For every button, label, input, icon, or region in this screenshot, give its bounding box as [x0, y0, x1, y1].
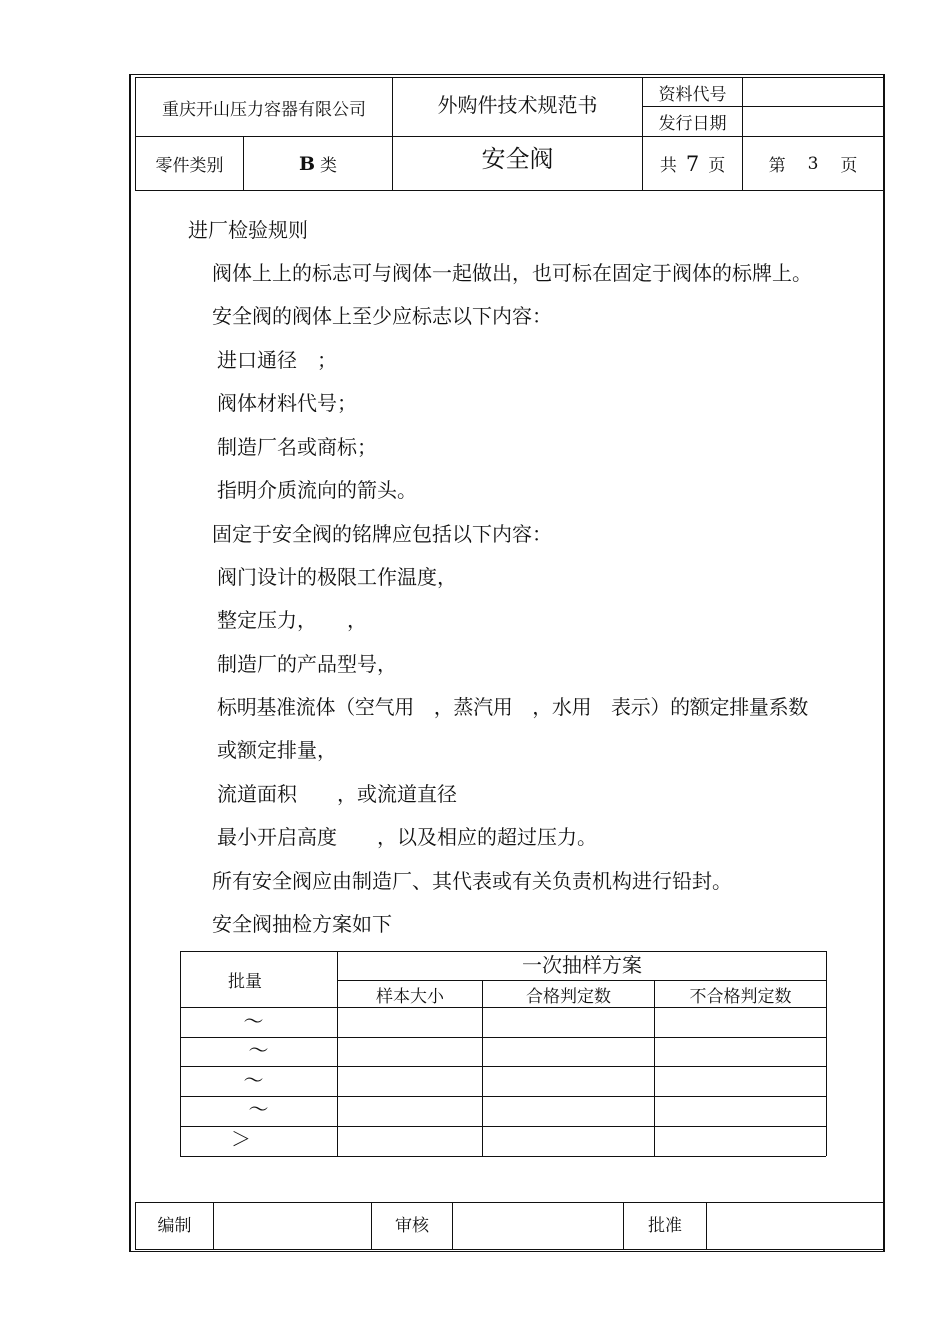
- body-line: 阀体材料代号；: [217, 391, 357, 415]
- plan-header: 一次抽样方案: [522, 952, 642, 977]
- batch-cell: ～: [248, 1037, 269, 1062]
- body-line: 固定于安全阀的铭牌应包括以下内容：: [212, 522, 552, 546]
- body-line: 所有安全阀应由制造厂、其代表或有关负责机构进行铅封。: [212, 869, 732, 893]
- body-line: 阀体上上的标志可与阀体一起做出，也可标在固定于阀体的标牌上。: [212, 261, 812, 285]
- sample-size-cell: [338, 1067, 482, 1096]
- accept-cell: [483, 1067, 654, 1096]
- doc-code-label: 资料代号: [658, 84, 727, 105]
- page-prefix: 第: [768, 156, 786, 176]
- body-line: 阀门设计的极限工作温度，: [217, 565, 457, 589]
- batch-cell: ～: [248, 1096, 269, 1121]
- batch-cell: ＞: [231, 1126, 251, 1151]
- body-line: 流道面积 ，或流道直径: [217, 782, 457, 806]
- total-pages-number: 7: [685, 151, 700, 176]
- page-suffix: 页: [840, 156, 858, 176]
- reviewed-by-label: 审核: [395, 1215, 429, 1236]
- part-category-value: [244, 137, 392, 190]
- reject-cell: [655, 1038, 826, 1066]
- total-pages-prefix: 共: [659, 156, 677, 176]
- reject-cell: [655, 1008, 826, 1037]
- sample-size-cell: [338, 1127, 482, 1156]
- prepared-by-value: [214, 1203, 371, 1249]
- part-category-letter: B: [298, 152, 316, 175]
- column-header-sample-size: 样本大小: [376, 986, 444, 1007]
- sample-size-cell: [338, 1008, 482, 1037]
- accept-cell: [483, 1038, 654, 1066]
- total-pages-suffix: 页: [708, 156, 726, 176]
- total-pages: [643, 137, 742, 190]
- accept-cell: [483, 1127, 654, 1156]
- doc-code-value: [743, 78, 883, 106]
- page-number: [743, 137, 883, 190]
- accept-cell: [483, 1008, 654, 1037]
- column-header-reject: 不合格判定数: [689, 986, 792, 1007]
- section-title: 进厂检验规则: [188, 218, 308, 242]
- body-line: 指明介质流向的箭头。: [217, 478, 417, 502]
- sample-size-cell: [338, 1097, 482, 1126]
- batch-cell: ～: [243, 1067, 264, 1092]
- approved-by-value: [707, 1203, 883, 1249]
- body-line: 进口通径 ；: [217, 348, 337, 372]
- body-line: 安全阀抽检方案如下: [212, 912, 392, 936]
- body-line: 或额定排量，: [217, 738, 337, 762]
- reject-cell: [655, 1097, 826, 1126]
- batch-header: 批量: [228, 972, 262, 992]
- body-line: 制造厂名或商标；: [217, 435, 377, 459]
- body-line: 制造厂的产品型号，: [217, 652, 397, 676]
- sample-size-cell: [338, 1038, 482, 1066]
- issue-date-label: 发行日期: [658, 114, 727, 134]
- body-line: 整定压力， ，: [217, 608, 367, 632]
- part-name: 安全阀: [481, 144, 554, 173]
- body-line: 标明基准流体（空气用 ，蒸汽用 ，水用 表示）的额定排量系数: [217, 695, 808, 719]
- prepared-by-label: 编制: [157, 1215, 192, 1236]
- part-category-suffix: 类: [320, 156, 338, 176]
- reviewed-by-value: [453, 1203, 623, 1249]
- issue-date-value: [743, 107, 883, 136]
- batch-cell: ～: [243, 1008, 264, 1033]
- reject-cell: [655, 1067, 826, 1096]
- document-title: 外购件技术规范书: [437, 92, 598, 117]
- column-header-accept: 合格判定数: [526, 986, 611, 1007]
- body-line: 最小开启高度 ，以及相应的超过压力。: [217, 825, 597, 849]
- company-name: 重庆开山压力容器有限公司: [162, 99, 366, 120]
- approved-by-label: 批准: [648, 1215, 682, 1236]
- reject-cell: [655, 1127, 826, 1156]
- part-category-label: 零件类别: [155, 156, 224, 176]
- accept-cell: [483, 1097, 654, 1126]
- body-line: 安全阀的阀体上至少应标志以下内容：: [212, 304, 552, 328]
- page-number-value: 3: [807, 153, 819, 174]
